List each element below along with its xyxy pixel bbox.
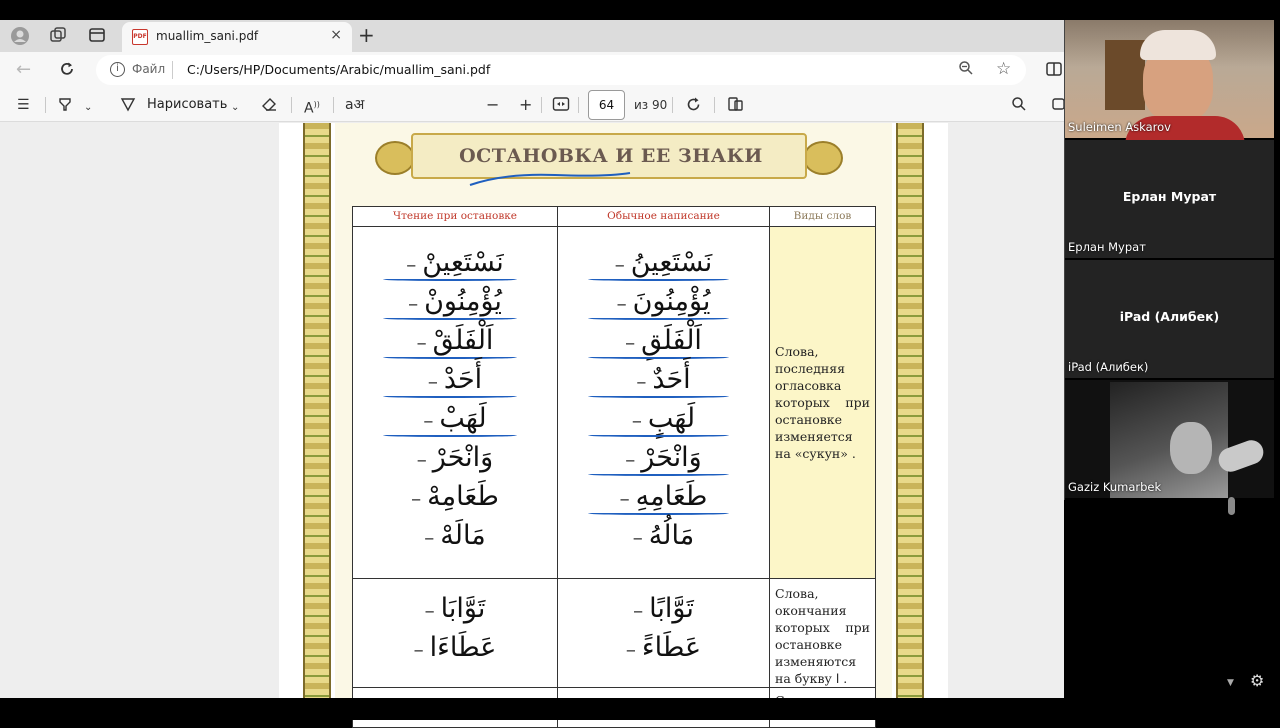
word-type-description: Слова, окончания которых при остановке изменяются на букву ا . (775, 586, 870, 686)
page-number-input[interactable]: 64 (588, 90, 625, 120)
highlight-chevron-down-icon[interactable]: ⌄ (84, 102, 93, 113)
fit-page-icon[interactable] (552, 96, 570, 117)
arabic-word: تَوَّابًا– (633, 593, 694, 624)
participant-name: iPad (Алибек) (1068, 360, 1149, 374)
tab-strip (0, 20, 1064, 52)
arabic-word: يُؤْمِنُونَ– (558, 282, 769, 321)
bookshelf-background (1105, 40, 1145, 110)
tab-muallim-sani[interactable] (122, 22, 352, 52)
toolbar-divider (45, 97, 46, 113)
normal-writing-cell (558, 579, 770, 688)
zoom-in-button[interactable]: + (519, 95, 533, 114)
arabic-word: اَلْفَلَقِ– (558, 321, 769, 360)
participant-face (1170, 422, 1212, 474)
normal-writing-cell (558, 227, 770, 579)
draw-icon[interactable] (120, 96, 136, 117)
top-black-bar (0, 0, 1280, 20)
toolbar-divider (578, 97, 579, 113)
profile-icon[interactable] (10, 26, 30, 46)
column-header: Обычное написание (558, 207, 770, 227)
table-row (353, 579, 876, 688)
stop-signs-table (352, 206, 876, 728)
participant-tile[interactable] (1065, 380, 1274, 498)
rotate-icon[interactable] (685, 96, 702, 118)
browser-window (0, 20, 1064, 698)
gear-icon[interactable]: ⚙ (1250, 671, 1265, 690)
bottom-black-bar (0, 698, 1280, 720)
contents-list-icon[interactable]: ☰ (17, 97, 30, 113)
page-title: ОСТАНОВКА И ЕЕ ЗНАКИ (459, 145, 763, 167)
print-icon[interactable] (1050, 96, 1064, 117)
pdf-page (279, 123, 948, 698)
arabic-word: مَالَهْ– (424, 520, 486, 551)
toolbar-divider (672, 97, 673, 113)
arabic-word: أَحَدْ– (353, 360, 557, 399)
pdf-viewer[interactable] (0, 123, 1064, 698)
translate-icon[interactable]: aअ (345, 97, 365, 113)
participant-cap (1140, 30, 1216, 60)
split-screen-icon[interactable] (1045, 60, 1063, 83)
participant-name: Gaziz Kumarbek (1068, 480, 1162, 494)
arabic-word: عَطَاءَا– (413, 632, 497, 663)
left-ornament-icon (375, 141, 415, 175)
arabic-word: طَعَامِهِ– (558, 477, 769, 516)
participant-name: Suleimen Askarov (1068, 120, 1171, 134)
pdf-toolbar (0, 88, 1064, 122)
arabic-word: وَانْحَرْ– (558, 438, 769, 477)
pdf-file-icon: PDF (132, 29, 148, 45)
search-icon[interactable] (1011, 96, 1027, 117)
eraser-icon[interactable] (261, 96, 278, 117)
arabic-word: طَعَامِهْ– (411, 481, 499, 512)
zoom-out-icon[interactable] (958, 60, 974, 80)
address-field[interactable] (96, 55, 1026, 85)
page-view-icon[interactable] (727, 96, 744, 117)
word-type-description: Слова, последняя огласовка которых при остановке изменяется на «сукун» . (775, 344, 870, 461)
title-underline-annotation (465, 163, 635, 193)
participant-tile[interactable] (1065, 140, 1274, 258)
highlight-icon[interactable] (57, 96, 73, 117)
arabic-word: لَهَبٍ– (558, 399, 769, 438)
read-aloud-icon[interactable]: A)) (304, 100, 320, 117)
scroll-down-arrow-icon[interactable]: ▼ (1227, 678, 1234, 688)
column-header: Виды слов (770, 207, 876, 227)
tab-title: muallim_sani.pdf (156, 29, 259, 43)
favorite-star-icon[interactable]: ☆ (996, 59, 1012, 79)
close-tab-icon[interactable]: × (330, 27, 342, 43)
tab-actions-icon[interactable] (87, 26, 107, 46)
participant-tile[interactable] (1065, 20, 1274, 138)
file-scheme-label: Файл (132, 62, 166, 76)
pause-reading-cell (353, 227, 558, 579)
arabic-word: نَسْتَعِينُ– (558, 243, 769, 282)
arabic-word: أَحَدٌ– (558, 360, 769, 399)
participant-name: Ерлан Мурат (1068, 240, 1146, 254)
word-type-cell (770, 579, 876, 688)
pause-reading-cell (353, 579, 558, 688)
table-header-row (353, 207, 876, 227)
participant-name-center: Ерлан Мурат (1122, 189, 1217, 204)
info-icon[interactable]: i (110, 62, 125, 77)
participant-hand (1215, 437, 1266, 475)
table-row (353, 227, 876, 579)
address-bar-row (0, 52, 1064, 88)
toolbar-divider (333, 97, 334, 113)
new-tab-button[interactable]: + (358, 23, 375, 47)
refresh-icon[interactable] (58, 60, 76, 83)
back-arrow-icon[interactable]: ← (16, 59, 32, 80)
url-text[interactable]: C:/Users/HP/Documents/Arabic/muallim_sani.pdf (187, 62, 491, 77)
page-inner (335, 123, 892, 698)
toolbar-divider (541, 97, 542, 113)
panel-scrollbar[interactable] (1228, 497, 1235, 515)
zoom-out-button[interactable]: − (486, 95, 500, 114)
participant-tile[interactable] (1065, 260, 1274, 378)
draw-chevron-down-icon[interactable]: ⌄ (231, 102, 240, 113)
arabic-word: لَهَبْ– (353, 399, 557, 438)
word-type-cell (770, 227, 876, 579)
toolbar-divider (291, 97, 292, 113)
toolbar-divider (714, 97, 715, 113)
participant-name-center: iPad (Алибек) (1119, 309, 1220, 324)
address-divider (172, 61, 173, 79)
arabic-word: يُؤْمِنُونْ– (353, 282, 557, 321)
arabic-word: عَطَاءً– (625, 632, 702, 663)
ornament-border-right (896, 123, 924, 698)
arabic-word: اَلْفَلَقْ– (353, 321, 557, 360)
workspaces-icon[interactable] (48, 26, 68, 46)
page-total-label: из 90 (634, 98, 668, 112)
arabic-word: نَسْتَعِينْ– (353, 243, 557, 282)
arabic-word: تَوَّابَا– (424, 593, 486, 624)
arabic-word: مَالُهُ– (632, 520, 695, 551)
column-header: Чтение при остановке (353, 207, 558, 227)
draw-button[interactable]: Нарисовать (147, 97, 228, 112)
ornament-border-left (303, 123, 331, 698)
right-ornament-icon (803, 141, 843, 175)
arabic-word: وَانْحَرْ– (416, 442, 494, 473)
